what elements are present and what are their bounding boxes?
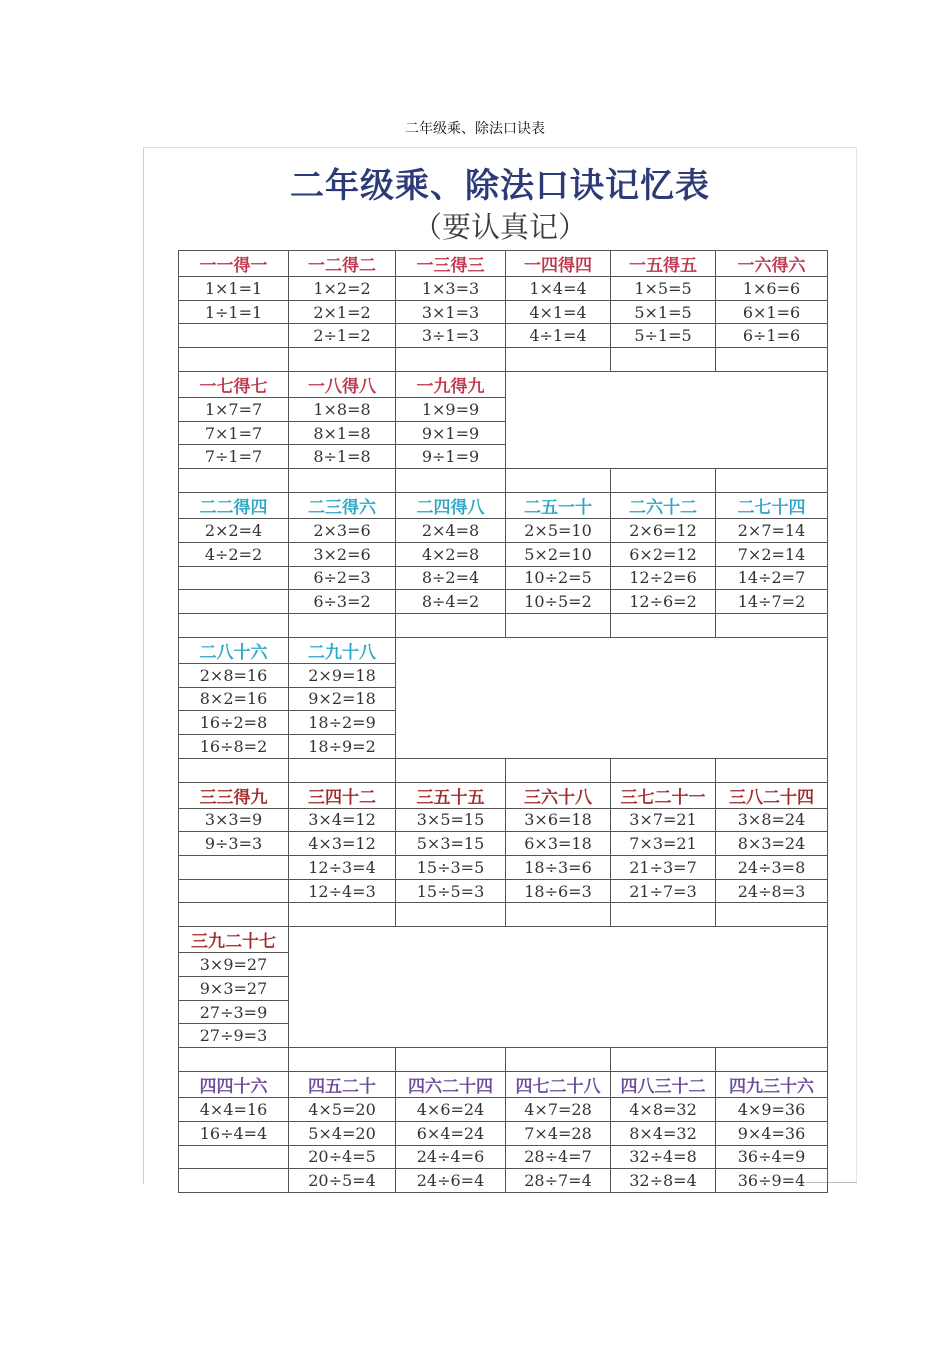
equation-cell: 24÷8=3 (716, 879, 828, 903)
empty-cell (506, 758, 611, 782)
empty-cell (611, 613, 716, 637)
equation-cell (179, 566, 289, 590)
empty-cell (289, 469, 396, 493)
equation-cell: 8×1=8 (289, 421, 396, 445)
equation-cell: 2×5=10 (506, 519, 611, 543)
equation-cell: 2×1=2 (289, 300, 396, 324)
spacer-row (179, 1048, 828, 1072)
equation-cell: 20÷5=4 (289, 1169, 396, 1193)
equation-cell: 5×1=5 (611, 300, 716, 324)
header-row (179, 637, 828, 663)
equation-cell: 1×6=6 (716, 277, 828, 301)
spacer-row (179, 903, 828, 927)
rhyme-header-cell: 二八十六 (179, 637, 289, 663)
equation-cell: 4×9=36 (716, 1098, 828, 1122)
rhyme-header-cell: 二三得六 (289, 493, 396, 519)
empty-cell (506, 348, 611, 372)
equation-cell: 3×8=24 (716, 808, 828, 832)
equation-cell: 3×4=12 (289, 808, 396, 832)
table-row (179, 542, 828, 566)
equation-cell: 3×5=15 (396, 808, 506, 832)
equation-cell: 27÷9=3 (179, 1024, 289, 1048)
equation-cell: 3÷1=3 (396, 324, 506, 348)
rhyme-header-cell: 一一得一 (179, 251, 289, 277)
equation-cell (179, 324, 289, 348)
header-row (179, 927, 828, 953)
equation-cell: 28÷4=7 (506, 1145, 611, 1169)
equation-cell: 7×1=7 (179, 421, 289, 445)
equation-cell: 6×4=24 (396, 1121, 506, 1145)
equation-cell: 28÷7=4 (506, 1169, 611, 1193)
rhyme-header-cell: 二五一十 (506, 493, 611, 519)
equation-cell: 9×3=27 (179, 977, 289, 1001)
equation-cell (179, 879, 289, 903)
empty-cell (396, 613, 506, 637)
equation-cell: 8÷4=2 (396, 590, 506, 614)
equation-cell: 7÷1=7 (179, 445, 289, 469)
rhyme-header-cell: 四六二十四 (396, 1072, 506, 1098)
rhyme-header-cell: 一二得二 (289, 251, 396, 277)
equation-cell: 24÷6=4 (396, 1169, 506, 1193)
equation-cell: 4×3=12 (289, 832, 396, 856)
equation-cell: 1×2=2 (289, 277, 396, 301)
empty-cell (179, 758, 289, 782)
equation-cell: 4×7=28 (506, 1098, 611, 1122)
equation-cell (179, 856, 289, 880)
rhyme-header-cell: 三五十五 (396, 782, 506, 808)
empty-area (506, 372, 828, 469)
equation-cell: 4×5=20 (289, 1098, 396, 1122)
empty-area (289, 927, 828, 1048)
equation-cell: 2÷1=2 (289, 324, 396, 348)
equation-cell: 2×6=12 (611, 519, 716, 543)
equation-cell: 12÷6=2 (611, 590, 716, 614)
header-row (179, 1072, 828, 1098)
table-subtitle: （要认真记） (412, 210, 587, 244)
equation-cell: 2×9=18 (289, 663, 396, 687)
empty-cell (716, 469, 828, 493)
equation-cell: 7×4=28 (506, 1121, 611, 1145)
equation-cell: 3×3=9 (179, 808, 289, 832)
equation-cell: 8×4=32 (611, 1121, 716, 1145)
rhyme-header-cell: 一七得七 (179, 372, 289, 398)
equation-cell: 24÷4=6 (396, 1145, 506, 1169)
equation-cell: 9×1=9 (396, 421, 506, 445)
equation-cell: 4÷1=4 (506, 324, 611, 348)
equation-cell: 6÷1=6 (716, 324, 828, 348)
equation-cell: 1×9=9 (396, 398, 506, 422)
empty-cell (289, 348, 396, 372)
equation-cell: 12÷3=4 (289, 856, 396, 880)
table-row (179, 519, 828, 543)
empty-cell (179, 469, 289, 493)
table-title: 二年级乘、除法口诀记忆表 (290, 166, 710, 206)
empty-cell (716, 758, 828, 782)
equation-cell: 3×6=18 (506, 808, 611, 832)
empty-cell (716, 1048, 828, 1072)
equation-cell: 9÷3=3 (179, 832, 289, 856)
empty-area (396, 637, 828, 758)
rhyme-header-cell: 三六十八 (506, 782, 611, 808)
equation-cell: 10÷5=2 (506, 590, 611, 614)
rhyme-header-cell: 三八二十四 (716, 782, 828, 808)
empty-cell (289, 758, 396, 782)
empty-cell (611, 1048, 716, 1072)
table-row (179, 324, 828, 348)
equation-cell: 6×3=18 (506, 832, 611, 856)
empty-cell (716, 348, 828, 372)
equation-cell: 3×9=27 (179, 953, 289, 977)
equation-cell: 1×4=4 (506, 277, 611, 301)
equation-cell (179, 1169, 289, 1193)
spacer-row (179, 613, 828, 637)
equation-cell: 9×2=18 (289, 687, 396, 711)
table-row (179, 1169, 828, 1193)
equation-cell: 8×3=24 (716, 832, 828, 856)
equation-cell: 4×6=24 (396, 1098, 506, 1122)
header-row (179, 251, 828, 277)
empty-cell (611, 903, 716, 927)
equation-cell: 12÷4=3 (289, 879, 396, 903)
rhyme-header-cell: 四五二十 (289, 1072, 396, 1098)
equation-cell: 24÷3=8 (716, 856, 828, 880)
empty-cell (506, 1048, 611, 1072)
equation-cell: 7×2=14 (716, 542, 828, 566)
equation-cell: 3×1=3 (396, 300, 506, 324)
rhyme-header-cell: 二七十四 (716, 493, 828, 519)
equation-cell: 36÷9=4 (716, 1169, 828, 1193)
equation-cell: 15÷5=3 (396, 879, 506, 903)
spacer-row (179, 758, 828, 782)
equation-cell: 5÷1=5 (611, 324, 716, 348)
header-row (179, 493, 828, 519)
equation-cell: 8÷2=4 (396, 566, 506, 590)
equation-cell: 2×8=16 (179, 663, 289, 687)
equation-cell: 16÷4=4 (179, 1121, 289, 1145)
empty-cell (716, 613, 828, 637)
table-row (179, 590, 828, 614)
empty-cell (396, 758, 506, 782)
equation-cell: 10÷2=5 (506, 566, 611, 590)
equation-cell: 8÷1=8 (289, 445, 396, 469)
equation-cell: 36÷4=9 (716, 1145, 828, 1169)
multiplication-table (178, 250, 828, 1193)
rhyme-header-cell: 二二得四 (179, 493, 289, 519)
empty-cell (716, 903, 828, 927)
empty-cell (179, 903, 289, 927)
table-row (179, 856, 828, 880)
rhyme-header-cell: 四四十六 (179, 1072, 289, 1098)
equation-cell: 6×2=12 (611, 542, 716, 566)
equation-cell: 6÷3=2 (289, 590, 396, 614)
header-row (179, 782, 828, 808)
equation-cell: 14÷2=7 (716, 566, 828, 590)
equation-cell: 5×2=10 (506, 542, 611, 566)
equation-cell: 18÷3=6 (506, 856, 611, 880)
empty-cell (289, 903, 396, 927)
equation-cell: 2×2=4 (179, 519, 289, 543)
equation-cell: 27÷3=9 (179, 1000, 289, 1024)
rhyme-header-cell: 四八三十二 (611, 1072, 716, 1098)
table-row (179, 566, 828, 590)
table-row (179, 808, 828, 832)
equation-cell: 18÷6=3 (506, 879, 611, 903)
equation-cell: 15÷3=5 (396, 856, 506, 880)
table-row (179, 879, 828, 903)
rhyme-header-cell: 一五得五 (611, 251, 716, 277)
equation-cell: 1×1=1 (179, 277, 289, 301)
equation-cell: 2×3=6 (289, 519, 396, 543)
equation-cell: 12÷2=6 (611, 566, 716, 590)
equation-cell: 4×8=32 (611, 1098, 716, 1122)
rhyme-header-cell: 三三得九 (179, 782, 289, 808)
rhyme-header-cell: 一八得八 (289, 372, 396, 398)
equation-cell (179, 1145, 289, 1169)
table-row (179, 300, 828, 324)
spacer-row (179, 348, 828, 372)
equation-cell: 1×5=5 (611, 277, 716, 301)
empty-cell (506, 469, 611, 493)
equation-cell: 1÷1=1 (179, 300, 289, 324)
equation-cell: 6×1=6 (716, 300, 828, 324)
equation-cell: 4×2=8 (396, 542, 506, 566)
table-row (179, 1098, 828, 1122)
empty-cell (289, 613, 396, 637)
rhyme-header-cell: 二四得八 (396, 493, 506, 519)
equation-cell: 18÷9=2 (289, 734, 396, 758)
equation-cell: 16÷8=2 (179, 734, 289, 758)
equation-cell: 32÷8=4 (611, 1169, 716, 1193)
equation-cell: 3×2=6 (289, 542, 396, 566)
table-row (179, 277, 828, 301)
rhyme-header-cell: 一九得九 (396, 372, 506, 398)
spacer-row (179, 469, 828, 493)
table-row (179, 1145, 828, 1169)
equation-cell: 3×7=21 (611, 808, 716, 832)
empty-cell (179, 613, 289, 637)
equation-cell: 32÷4=8 (611, 1145, 716, 1169)
equation-cell: 21÷3=7 (611, 856, 716, 880)
equation-cell: 18÷2=9 (289, 711, 396, 735)
empty-cell (179, 348, 289, 372)
equation-cell: 6÷2=3 (289, 566, 396, 590)
empty-cell (396, 348, 506, 372)
empty-cell (611, 348, 716, 372)
document-header: 二年级乘、除法口诀表 (405, 121, 545, 137)
rhyme-header-cell: 四七二十八 (506, 1072, 611, 1098)
equation-cell: 5×3=15 (396, 832, 506, 856)
rhyme-header-cell: 四九三十六 (716, 1072, 828, 1098)
equation-cell: 1×3=3 (396, 277, 506, 301)
empty-cell (396, 469, 506, 493)
rhyme-header-cell: 三四十二 (289, 782, 396, 808)
equation-cell: 1×8=8 (289, 398, 396, 422)
empty-cell (396, 1048, 506, 1072)
equation-cell: 1×7=7 (179, 398, 289, 422)
rhyme-header-cell: 三七二十一 (611, 782, 716, 808)
rhyme-header-cell: 二六十二 (611, 493, 716, 519)
equation-cell (179, 590, 289, 614)
equation-cell: 2×7=14 (716, 519, 828, 543)
table-grid (178, 250, 828, 1193)
equation-cell: 4×1=4 (506, 300, 611, 324)
empty-cell (611, 469, 716, 493)
table-row (179, 832, 828, 856)
empty-cell (506, 903, 611, 927)
equation-cell: 9×4=36 (716, 1121, 828, 1145)
equation-cell: 4×4=16 (179, 1098, 289, 1122)
empty-cell (289, 1048, 396, 1072)
equation-cell: 21÷7=3 (611, 879, 716, 903)
equation-cell: 4÷2=2 (179, 542, 289, 566)
table-row (179, 1121, 828, 1145)
rhyme-header-cell: 三九二十七 (179, 927, 289, 953)
header-row (179, 372, 828, 398)
equation-cell: 9÷1=9 (396, 445, 506, 469)
equation-cell: 5×4=20 (289, 1121, 396, 1145)
empty-cell (611, 758, 716, 782)
equation-cell: 8×2=16 (179, 687, 289, 711)
rhyme-header-cell: 一六得六 (716, 251, 828, 277)
equation-cell: 7×3=21 (611, 832, 716, 856)
empty-cell (506, 613, 611, 637)
rhyme-header-cell: 一四得四 (506, 251, 611, 277)
rhyme-header-cell: 一三得三 (396, 251, 506, 277)
equation-cell: 14÷7=2 (716, 590, 828, 614)
equation-cell: 16÷2=8 (179, 711, 289, 735)
empty-cell (179, 1048, 289, 1072)
equation-cell: 20÷4=5 (289, 1145, 396, 1169)
empty-cell (396, 903, 506, 927)
equation-cell: 2×4=8 (396, 519, 506, 543)
rhyme-header-cell: 二九十八 (289, 637, 396, 663)
